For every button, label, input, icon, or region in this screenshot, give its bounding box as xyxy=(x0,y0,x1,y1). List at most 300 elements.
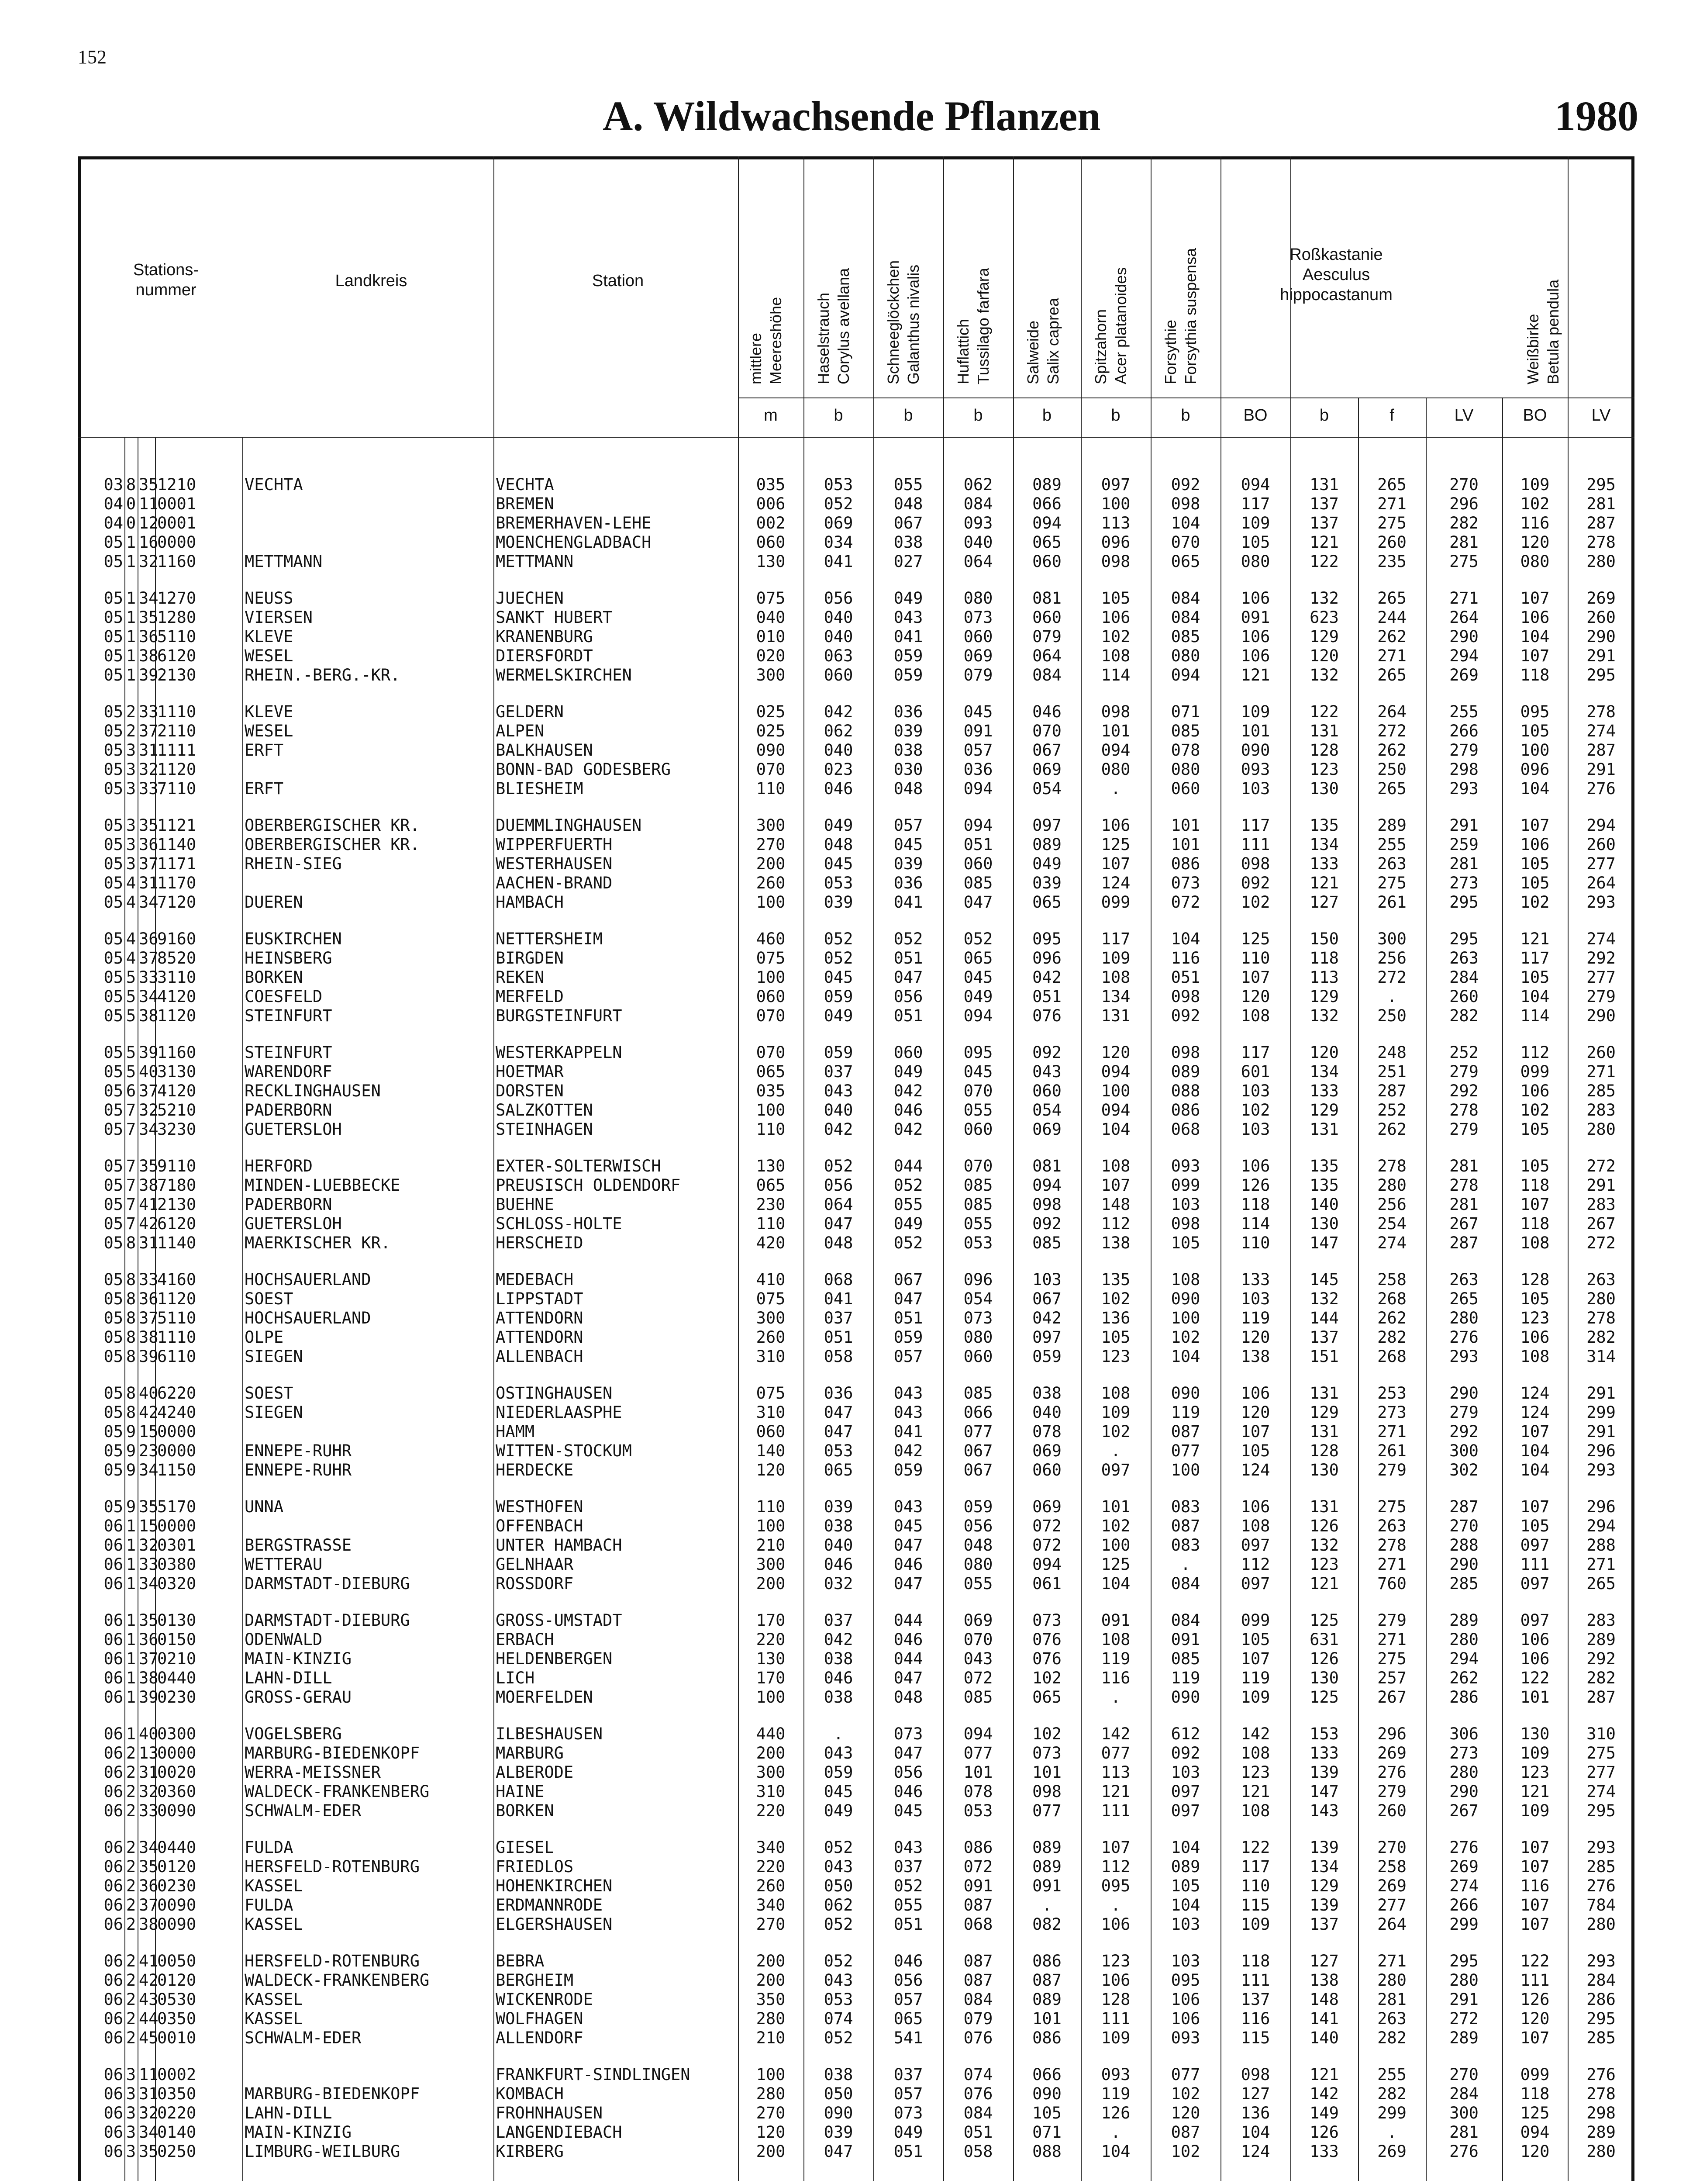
table-cell: 267 xyxy=(1586,1214,1616,1233)
table-cell: 8 xyxy=(126,1347,136,1366)
table-cell: 0001 xyxy=(157,494,197,513)
table-cell: 285 xyxy=(1586,2028,1616,2047)
table-cell: 052 xyxy=(824,949,853,968)
table-cell: . xyxy=(1387,987,1397,1006)
table-cell: 131 xyxy=(1310,1422,1339,1441)
table-cell: 121 xyxy=(1520,1782,1550,1801)
table-cell: 110 xyxy=(1241,949,1270,968)
table-cell: 282 xyxy=(1377,2028,1407,2047)
table-cell: 065 xyxy=(963,949,993,968)
table-cell: AACHEN-BRAND xyxy=(496,874,613,892)
table-cell: 105 xyxy=(1101,589,1131,608)
table-cell: 1280 xyxy=(157,608,197,627)
table-cell: BALKHAUSEN xyxy=(496,741,593,760)
table-cell: 051 xyxy=(963,835,993,854)
table-row xyxy=(0,1176,1686,1195)
table-cell: 085 xyxy=(963,1688,993,1707)
table-cell: 113 xyxy=(1101,1763,1131,1782)
table-cell: 1160 xyxy=(157,1043,197,1062)
table-cell: 125 xyxy=(1101,835,1131,854)
table-cell: 040 xyxy=(824,1101,853,1120)
table-cell: 8 xyxy=(126,1384,136,1403)
unit-label: BO xyxy=(1243,406,1268,425)
table-cell: 101 xyxy=(1032,1763,1062,1782)
table-cell: 282 xyxy=(1586,1328,1616,1347)
table-cell: 131 xyxy=(1101,1006,1131,1025)
table-cell: 276 xyxy=(1586,1876,1616,1895)
table-cell: 048 xyxy=(893,494,923,513)
table-cell: 128 xyxy=(1520,1270,1550,1289)
table-cell: 128 xyxy=(1310,741,1339,760)
table-cell: 070 xyxy=(756,1006,786,1025)
table-cell: 0 xyxy=(126,494,136,513)
table-cell: 102 xyxy=(1241,1101,1270,1120)
table-cell: 106 xyxy=(1241,1157,1270,1175)
table-cell: FULDA xyxy=(245,1896,293,1914)
table-cell: 32 xyxy=(139,1101,159,1120)
table-cell: 106 xyxy=(1101,1915,1131,1934)
table-cell: 1160 xyxy=(157,552,197,571)
table-cell: 043 xyxy=(893,608,923,627)
table-cell: 281 xyxy=(1449,1157,1479,1175)
table-cell: 126 xyxy=(1520,1990,1550,2009)
table-cell: 34 xyxy=(139,987,159,1006)
table-cell: 06 xyxy=(103,1536,123,1555)
table-cell: 282 xyxy=(1377,2084,1407,2103)
table-cell: WESTHOFEN xyxy=(496,1497,583,1516)
table-cell: 1120 xyxy=(157,1289,197,1308)
table-cell: GUETERSLOH xyxy=(245,1214,342,1233)
table-cell: 106 xyxy=(1101,608,1131,627)
table-cell: 121 xyxy=(1520,930,1550,948)
table-row xyxy=(0,1309,1686,1328)
table-cell: 282 xyxy=(1449,1006,1479,1025)
table-cell: 254 xyxy=(1377,1214,1407,1233)
table-cell: 101 xyxy=(1101,1497,1131,1516)
table-cell: 280 xyxy=(1377,1971,1407,1990)
table-cell: 04 xyxy=(103,514,123,532)
table-cell: 002 xyxy=(756,514,786,532)
table-cell: METTMANN xyxy=(496,552,574,571)
table-cell: STEINHAGEN xyxy=(496,1120,593,1139)
table-cell: 055 xyxy=(963,1214,993,1233)
table-cell: 05 xyxy=(103,874,123,892)
table-row xyxy=(0,1990,1686,2009)
table-cell: 107 xyxy=(1520,1896,1550,1914)
table-cell: 1 xyxy=(126,1649,136,1668)
table-cell: 100 xyxy=(756,1101,786,1120)
table-cell: 107 xyxy=(1520,1857,1550,1876)
table-cell: 109 xyxy=(1241,702,1270,721)
table-cell: 108 xyxy=(1101,1157,1131,1175)
table-cell: 067 xyxy=(893,1270,923,1289)
rotated-header-line: Galanthus nivalis xyxy=(904,264,922,384)
table-cell: 0 xyxy=(126,514,136,532)
table-cell: WESEL xyxy=(245,646,293,665)
table-cell: 073 xyxy=(963,1309,993,1327)
table-cell: 069 xyxy=(1032,1441,1062,1460)
table-cell: 107 xyxy=(1101,1176,1131,1195)
table-cell: 06 xyxy=(103,1669,123,1687)
table-cell: NETTERSHEIM xyxy=(496,930,603,948)
table-cell: 130 xyxy=(1310,1214,1339,1233)
table-row xyxy=(0,1517,1686,1536)
table-cell: 140 xyxy=(1310,1195,1339,1214)
table-cell: FROHNHAUSEN xyxy=(496,2104,603,2122)
rotated-header-line: Spitzahorn xyxy=(1092,309,1110,384)
table-cell: 118 xyxy=(1520,1214,1550,1233)
table-cell: 043 xyxy=(824,1744,853,1762)
table-cell: 278 xyxy=(1586,2084,1616,2103)
table-cell: 072 xyxy=(963,1669,993,1687)
table-cell: 278 xyxy=(1449,1176,1479,1195)
table-cell: 274 xyxy=(1586,722,1616,740)
table-cell: 073 xyxy=(893,2104,923,2122)
table-cell: 5210 xyxy=(157,1101,197,1120)
table-cell: 06 xyxy=(103,2084,123,2103)
table-cell: 41 xyxy=(139,1952,159,1970)
table-cell: NIEDERLAASPHE xyxy=(496,1403,622,1422)
table-cell: 083 xyxy=(1171,1536,1200,1555)
table-cell: 053 xyxy=(824,874,853,892)
table-cell: 067 xyxy=(1032,741,1062,760)
table-cell: 102 xyxy=(1171,2142,1200,2161)
table-cell: MAIN-KINZIG xyxy=(245,2123,352,2142)
table-cell: 200 xyxy=(756,2142,786,2161)
table-cell: 105 xyxy=(1520,968,1550,987)
page-number: 152 xyxy=(78,46,107,68)
table-cell: 116 xyxy=(1101,1669,1131,1687)
table-cell: 052 xyxy=(893,930,923,948)
table-cell: 111 xyxy=(1101,1801,1131,1820)
table-row xyxy=(0,1195,1686,1214)
table-cell: 272 xyxy=(1377,968,1407,987)
table-cell: 048 xyxy=(893,1688,923,1707)
table-cell: 288 xyxy=(1449,1536,1479,1555)
table-cell: 100 xyxy=(1101,1536,1131,1555)
table-cell: 091 xyxy=(1101,1611,1131,1630)
table-cell: 271 xyxy=(1377,1555,1407,1574)
table-cell: 056 xyxy=(824,1176,853,1195)
table-cell: 051 xyxy=(893,1915,923,1934)
table-cell: 123 xyxy=(1101,1952,1131,1970)
table-cell: 1140 xyxy=(157,835,197,854)
table-cell: MINDEN-LUEBBECKE xyxy=(245,1176,400,1195)
table-cell: BURGSTEINFURT xyxy=(496,1006,622,1025)
table-cell: 262 xyxy=(1377,1309,1407,1327)
table-cell: 049 xyxy=(1032,854,1062,873)
table-cell: 118 xyxy=(1241,1952,1270,1970)
table-cell: 1 xyxy=(126,589,136,608)
table-cell: 106 xyxy=(1520,1082,1550,1100)
unit-label: b xyxy=(903,406,913,425)
table-cell: 15 xyxy=(139,1517,159,1535)
table-cell: 061 xyxy=(1032,1574,1062,1593)
table-cell: WERMELSKIRCHEN xyxy=(496,666,632,684)
table-cell: RHEIN-SIEG xyxy=(245,854,342,873)
table-cell: 1 xyxy=(126,552,136,571)
table-cell: 133 xyxy=(1310,2142,1339,2161)
table-cell: 3 xyxy=(126,2065,136,2084)
table-cell: 284 xyxy=(1586,1971,1616,1990)
table-cell: 0120 xyxy=(157,1971,197,1990)
table-cell: 027 xyxy=(893,552,923,571)
table-cell: 0000 xyxy=(157,1422,197,1441)
table-cell: 127 xyxy=(1310,1952,1339,1970)
table-cell: 289 xyxy=(1586,2123,1616,2142)
table-cell: 103 xyxy=(1171,1915,1200,1934)
unit-label: BO xyxy=(1523,406,1547,425)
table-cell: 200 xyxy=(756,1574,786,1593)
table-cell: 37 xyxy=(139,1896,159,1914)
table-cell: 601 xyxy=(1241,1062,1270,1081)
table-cell: 0230 xyxy=(157,1688,197,1707)
table-cell: ILBESHAUSEN xyxy=(496,1724,603,1743)
table-cell: 122 xyxy=(1520,1952,1550,1970)
table-cell: 112 xyxy=(1241,1555,1270,1574)
table-cell: 141 xyxy=(1310,2009,1339,2028)
table-cell: LAHN-DILL xyxy=(245,1669,332,1687)
table-cell: 085 xyxy=(963,1195,993,1214)
table-cell: 276 xyxy=(1449,1838,1479,1857)
table-cell: 230 xyxy=(756,1195,786,1214)
table-cell: 279 xyxy=(1377,1782,1407,1801)
table-cell: 083 xyxy=(1171,1497,1200,1516)
table-cell: 9110 xyxy=(157,1157,197,1175)
table-row xyxy=(0,874,1686,893)
table-cell: 291 xyxy=(1586,1176,1616,1195)
table-cell: 294 xyxy=(1449,1649,1479,1668)
table-cell: 06 xyxy=(103,1915,123,1934)
table-cell: 118 xyxy=(1310,949,1339,968)
table-cell: 010 xyxy=(756,627,786,646)
table-cell: 1 xyxy=(126,1630,136,1649)
table-cell: LIMBURG-WEILBURG xyxy=(245,2142,400,2161)
table-cell: 077 xyxy=(1101,1744,1131,1762)
table-cell: 5 xyxy=(126,1043,136,1062)
table-cell: . xyxy=(1110,1688,1121,1707)
table-cell: VIERSEN xyxy=(245,608,313,627)
table-cell: 052 xyxy=(893,1176,923,1195)
table-cell: 276 xyxy=(1449,1328,1479,1347)
table-cell: 052 xyxy=(824,930,853,948)
table-cell: 264 xyxy=(1586,874,1616,892)
table-cell: 006 xyxy=(756,494,786,513)
table-cell: 092 xyxy=(1171,1006,1200,1025)
table-cell: 130 xyxy=(1520,1724,1550,1743)
table-cell: 05 xyxy=(103,854,123,873)
table-cell: BORKEN xyxy=(496,1801,554,1820)
table-cell: 117 xyxy=(1241,1857,1270,1876)
table-cell: ELGERSHAUSEN xyxy=(496,1915,613,1934)
table-cell: 103 xyxy=(1241,779,1270,798)
table-cell: 142 xyxy=(1310,2084,1339,2103)
table-cell: 05 xyxy=(103,1234,123,1252)
table-cell: 084 xyxy=(963,2104,993,2122)
table-cell: 070 xyxy=(1032,722,1062,740)
table-cell: 05 xyxy=(103,1214,123,1233)
table-cell: 2 xyxy=(126,1896,136,1914)
table-cell: 137 xyxy=(1310,1915,1339,1934)
table-cell: 295 xyxy=(1449,1952,1479,1970)
table-cell: GELDERN xyxy=(496,702,564,721)
table-cell: KRANENBURG xyxy=(496,627,593,646)
table-cell: 7180 xyxy=(157,1176,197,1195)
table-cell: 107 xyxy=(1520,589,1550,608)
table-cell: 114 xyxy=(1101,666,1131,684)
table-cell: 200 xyxy=(756,854,786,873)
table-cell: 042 xyxy=(824,1120,853,1139)
table-cell: 042 xyxy=(824,1630,853,1649)
table-cell: 278 xyxy=(1449,1101,1479,1120)
table-cell: . xyxy=(1110,1896,1121,1914)
table-cell: 05 xyxy=(103,835,123,854)
table-cell: 296 xyxy=(1449,494,1479,513)
table-cell: 085 xyxy=(963,1176,993,1195)
table-cell: 052 xyxy=(824,2028,853,2047)
table-cell: 042 xyxy=(893,1441,923,1460)
table-cell: 7 xyxy=(126,1214,136,1233)
table-cell: 45 xyxy=(139,2028,159,2047)
table-cell: 261 xyxy=(1377,1441,1407,1460)
table-cell: 271 xyxy=(1586,1062,1616,1081)
table-cell: 293 xyxy=(1586,893,1616,912)
table-cell: ENNEPE-RUHR xyxy=(245,1441,352,1460)
table-cell: 037 xyxy=(824,1611,853,1630)
table-cell: 05 xyxy=(103,1120,123,1139)
table-cell: 039 xyxy=(893,722,923,740)
table-cell: 274 xyxy=(1449,1876,1479,1895)
table-cell: 130 xyxy=(756,1649,786,1668)
table-cell: 05 xyxy=(103,1347,123,1366)
table-cell: 1110 xyxy=(157,702,197,721)
table-cell: 107 xyxy=(1520,1195,1550,1214)
table-cell: 4120 xyxy=(157,1082,197,1100)
table-cell: 05 xyxy=(103,1006,123,1025)
table-cell: 262 xyxy=(1377,1120,1407,1139)
table-cell: 06 xyxy=(103,1838,123,1857)
table-cell: 148 xyxy=(1310,1990,1339,2009)
table-cell: 052 xyxy=(824,1952,853,1970)
table-cell: 271 xyxy=(1377,646,1407,665)
table-cell: 05 xyxy=(103,1309,123,1327)
table-cell: 264 xyxy=(1449,608,1479,627)
table-cell: SALZKOTTEN xyxy=(496,1101,593,1120)
table-cell: 046 xyxy=(824,1555,853,1574)
table-cell: 235 xyxy=(1377,552,1407,571)
table-row xyxy=(0,589,1686,608)
table-cell: LICH xyxy=(496,1669,535,1687)
table-cell: 143 xyxy=(1310,1801,1339,1820)
table-cell: 124 xyxy=(1520,1403,1550,1422)
table-cell: DARMSTADT-DIEBURG xyxy=(245,1611,410,1630)
table-cell: 097 xyxy=(1171,1801,1200,1820)
table-cell: 272 xyxy=(1586,1157,1616,1175)
table-cell: 300 xyxy=(756,1555,786,1574)
table-cell: 287 xyxy=(1449,1234,1479,1252)
table-cell: 090 xyxy=(1241,741,1270,760)
unit-label: b xyxy=(834,406,843,425)
table-cell: 31 xyxy=(139,741,159,760)
table-cell: 06 xyxy=(103,2123,123,2142)
rotated-header-line: Tussilago farfara xyxy=(974,268,992,384)
table-cell: 059 xyxy=(893,646,923,665)
table-row xyxy=(0,2142,1686,2161)
table-cell: 33 xyxy=(139,968,159,987)
table-cell: 111 xyxy=(1520,1971,1550,1990)
table-cell: 263 xyxy=(1377,854,1407,873)
table-cell: 122 xyxy=(1310,702,1339,721)
table-cell: WESTERHAUSEN xyxy=(496,854,613,873)
table-cell: 31 xyxy=(139,874,159,892)
table-cell: 105 xyxy=(1520,1157,1550,1175)
table-cell: 269 xyxy=(1449,1857,1479,1876)
table-cell: 295 xyxy=(1586,1801,1616,1820)
table-cell: 090 xyxy=(824,2104,853,2122)
table-row xyxy=(0,2084,1686,2104)
table-cell: 078 xyxy=(963,1782,993,1801)
table-cell: 2 xyxy=(126,1915,136,1934)
table-cell: 100 xyxy=(1101,1082,1131,1100)
table-cell: 269 xyxy=(1586,589,1616,608)
table-cell: 123 xyxy=(1310,760,1339,779)
table-cell: 135 xyxy=(1101,1270,1131,1289)
table-cell: 2 xyxy=(126,1801,136,1820)
table-cell: 085 xyxy=(963,1384,993,1403)
table-cell: 110 xyxy=(756,779,786,798)
table-cell: 39 xyxy=(139,666,159,684)
table-cell: 04 xyxy=(103,494,123,513)
table-cell: 107 xyxy=(1520,2028,1550,2047)
table-cell: 293 xyxy=(1586,1952,1616,1970)
table-cell: 23 xyxy=(139,1441,159,1460)
table-cell: 086 xyxy=(1171,1101,1200,1120)
table-cell: SCHLOSS-HOLTE xyxy=(496,1214,622,1233)
table-row xyxy=(0,722,1686,741)
table-cell: HAMBACH xyxy=(496,893,564,912)
table-cell: 104 xyxy=(1520,1441,1550,1460)
table-cell: 086 xyxy=(1032,2028,1062,2047)
table-cell: 129 xyxy=(1310,1101,1339,1120)
table-cell: 072 xyxy=(1171,893,1200,912)
unit-label: b xyxy=(1042,406,1052,425)
table-cell: 095 xyxy=(1101,1876,1131,1895)
table-cell: 31 xyxy=(139,1763,159,1782)
table-cell: 267 xyxy=(1377,1688,1407,1707)
table-cell: 106 xyxy=(1520,1630,1550,1649)
table-cell: 250 xyxy=(1377,760,1407,779)
table-cell: 101 xyxy=(1171,816,1200,835)
table-cell: 05 xyxy=(103,533,123,552)
table-cell: 079 xyxy=(1032,627,1062,646)
table-cell: 071 xyxy=(1171,702,1200,721)
table-cell: 280 xyxy=(1449,1971,1479,1990)
table-cell: 0002 xyxy=(157,2065,197,2084)
table-cell: 058 xyxy=(824,1347,853,1366)
table-cell: 126 xyxy=(1310,1517,1339,1535)
table-cell: 5 xyxy=(126,968,136,987)
table-cell: 069 xyxy=(1032,760,1062,779)
table-cell: KASSEL xyxy=(245,1876,303,1895)
table-cell: HOHENKIRCHEN xyxy=(496,1876,613,1895)
table-cell: 284 xyxy=(1449,2084,1479,2103)
table-cell: 105 xyxy=(1520,1289,1550,1308)
table-cell: 256 xyxy=(1377,1195,1407,1214)
table-cell: 077 xyxy=(963,1744,993,1762)
table-row xyxy=(0,835,1686,854)
table-cell: 05 xyxy=(103,1195,123,1214)
table-cell: 102 xyxy=(1241,893,1270,912)
